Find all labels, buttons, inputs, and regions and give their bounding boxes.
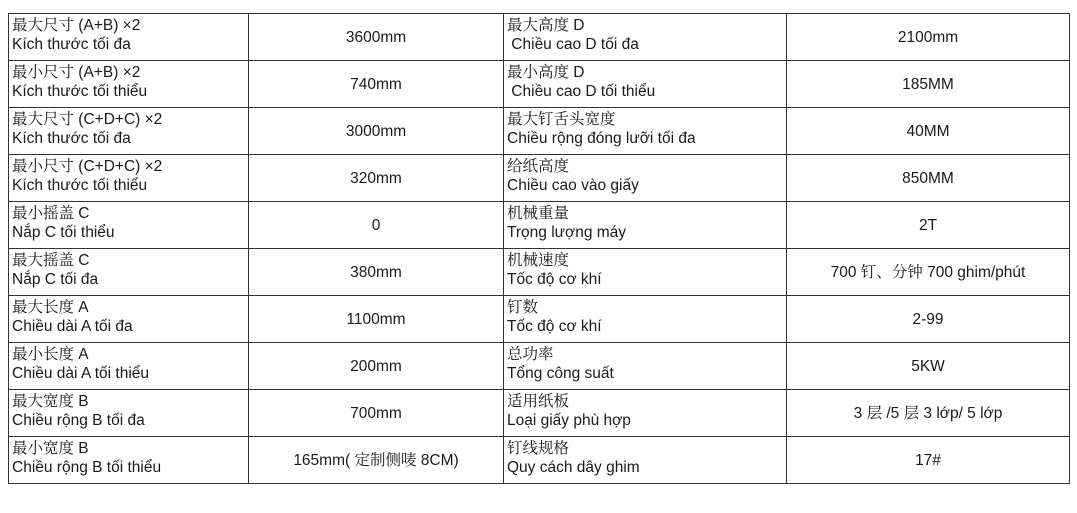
label-vi: Chiều rộng B tối thiểu bbox=[12, 459, 162, 476]
label-vi: Loại giấy phù hợp bbox=[507, 412, 631, 429]
label-zh: 最小尺寸 (A+B) ×2 bbox=[12, 64, 141, 81]
left-label-cell bbox=[9, 61, 249, 108]
label-vi: Nắp C tối thiểu bbox=[12, 224, 115, 241]
left-label-cell bbox=[9, 14, 249, 61]
right-value-cell: 850MM bbox=[787, 155, 1070, 202]
right-value-cell: 3 层 /5 层 3 lớp/ 5 lớp bbox=[787, 390, 1070, 437]
right-value-cell: 2100mm bbox=[787, 14, 1070, 61]
left-label-cell bbox=[9, 437, 249, 484]
label-zh: 最小尺寸 (C+D+C) ×2 bbox=[12, 158, 163, 175]
label-zh: 最小摇盖 C bbox=[12, 205, 90, 222]
label-zh: 总功率 bbox=[507, 346, 554, 363]
right-value-cell: 2-99 bbox=[787, 296, 1070, 343]
label-zh: 钉线规格 bbox=[507, 440, 570, 457]
left-label-cell bbox=[9, 343, 249, 390]
label-vi: Chiều cao D tối đa bbox=[507, 36, 639, 53]
right-value-cell: 700 钉、分钟 700 ghim/phút bbox=[787, 249, 1070, 296]
label-vi: Tổng công suất bbox=[507, 365, 614, 382]
left-value-cell: 3600mm bbox=[249, 14, 504, 61]
right-value-cell: 17# bbox=[787, 437, 1070, 484]
right-label-cell bbox=[504, 296, 787, 343]
right-label-cell bbox=[504, 14, 787, 61]
label-vi: Chiều cao D tối thiểu bbox=[507, 83, 656, 100]
label-zh: 适用纸板 bbox=[507, 393, 570, 410]
left-value-cell: 320mm bbox=[249, 155, 504, 202]
label-vi: Kích thước tối thiểu bbox=[12, 83, 148, 100]
left-value-cell: 3000mm bbox=[249, 108, 504, 155]
table-row bbox=[9, 61, 1070, 108]
right-label-cell bbox=[504, 155, 787, 202]
right-label-cell bbox=[504, 390, 787, 437]
left-label-cell bbox=[9, 390, 249, 437]
left-value-cell: 165mm( 定制侧唛 8CM) bbox=[249, 437, 504, 484]
label-zh: 机械速度 bbox=[507, 252, 570, 269]
label-vi: Kích thước tối thiểu bbox=[12, 177, 148, 194]
label-vi: Chiều cao vào giấy bbox=[507, 177, 639, 194]
table-row bbox=[9, 108, 1070, 155]
table-row bbox=[9, 343, 1070, 390]
label-zh: 钉数 bbox=[507, 299, 539, 316]
label-vi: Chiều rộng đóng lưỡi tối đa bbox=[507, 130, 696, 147]
left-value-cell: 1100mm bbox=[249, 296, 504, 343]
label-vi: Kích thước tối đa bbox=[12, 36, 131, 53]
label-vi: Chiều dài A tối thiểu bbox=[12, 365, 150, 382]
table-row bbox=[9, 296, 1070, 343]
left-value-cell: 700mm bbox=[249, 390, 504, 437]
left-label-cell bbox=[9, 155, 249, 202]
label-zh: 最小高度 D bbox=[507, 64, 585, 81]
left-value-cell: 200mm bbox=[249, 343, 504, 390]
right-label-cell bbox=[504, 202, 787, 249]
label-zh: 最大宽度 B bbox=[12, 393, 89, 410]
label-zh: 最大高度 D bbox=[507, 17, 585, 34]
label-vi: Chiều rộng B tối đa bbox=[12, 412, 145, 429]
left-label-cell bbox=[9, 108, 249, 155]
table-row bbox=[9, 249, 1070, 296]
label-vi: Chiều dài A tối đa bbox=[12, 318, 133, 335]
right-value-cell: 5KW bbox=[787, 343, 1070, 390]
label-vi: Quy cách dây ghim bbox=[507, 459, 640, 476]
label-zh: 给纸高度 bbox=[507, 158, 570, 175]
left-label-cell bbox=[9, 249, 249, 296]
label-zh: 最小长度 A bbox=[12, 346, 89, 363]
right-label-cell bbox=[504, 108, 787, 155]
right-value-cell: 2T bbox=[787, 202, 1070, 249]
spec-table bbox=[8, 13, 1070, 484]
label-zh: 最小宽度 B bbox=[12, 440, 89, 457]
label-vi: Nắp C tối đa bbox=[12, 271, 99, 288]
right-value-cell: 185MM bbox=[787, 61, 1070, 108]
right-value-cell: 40MM bbox=[787, 108, 1070, 155]
right-label-cell bbox=[504, 61, 787, 108]
right-label-cell bbox=[504, 249, 787, 296]
table-row bbox=[9, 390, 1070, 437]
label-vi: Trọng lượng máy bbox=[507, 224, 627, 241]
left-value-cell: 380mm bbox=[249, 249, 504, 296]
table-row bbox=[9, 437, 1070, 484]
left-label-cell bbox=[9, 296, 249, 343]
label-zh: 最大钉舌头宽度 bbox=[507, 111, 616, 128]
table-row bbox=[9, 155, 1070, 202]
spec-table-container bbox=[8, 13, 1070, 484]
left-value-cell: 740mm bbox=[249, 61, 504, 108]
right-label-cell bbox=[504, 343, 787, 390]
label-vi: Kích thước tối đa bbox=[12, 130, 131, 147]
table-row bbox=[9, 202, 1070, 249]
left-value-cell: 0 bbox=[249, 202, 504, 249]
label-zh: 最大摇盖 C bbox=[12, 252, 90, 269]
label-zh: 机械重量 bbox=[507, 205, 570, 222]
table-row bbox=[9, 14, 1070, 61]
left-label-cell bbox=[9, 202, 249, 249]
label-vi: Tốc độ cơ khí bbox=[507, 271, 602, 288]
label-vi: Tốc độ cơ khí bbox=[507, 318, 602, 335]
label-zh: 最大长度 A bbox=[12, 299, 89, 316]
right-label-cell bbox=[504, 437, 787, 484]
label-zh: 最大尺寸 (A+B) ×2 bbox=[12, 17, 141, 34]
label-zh: 最大尺寸 (C+D+C) ×2 bbox=[12, 111, 163, 128]
